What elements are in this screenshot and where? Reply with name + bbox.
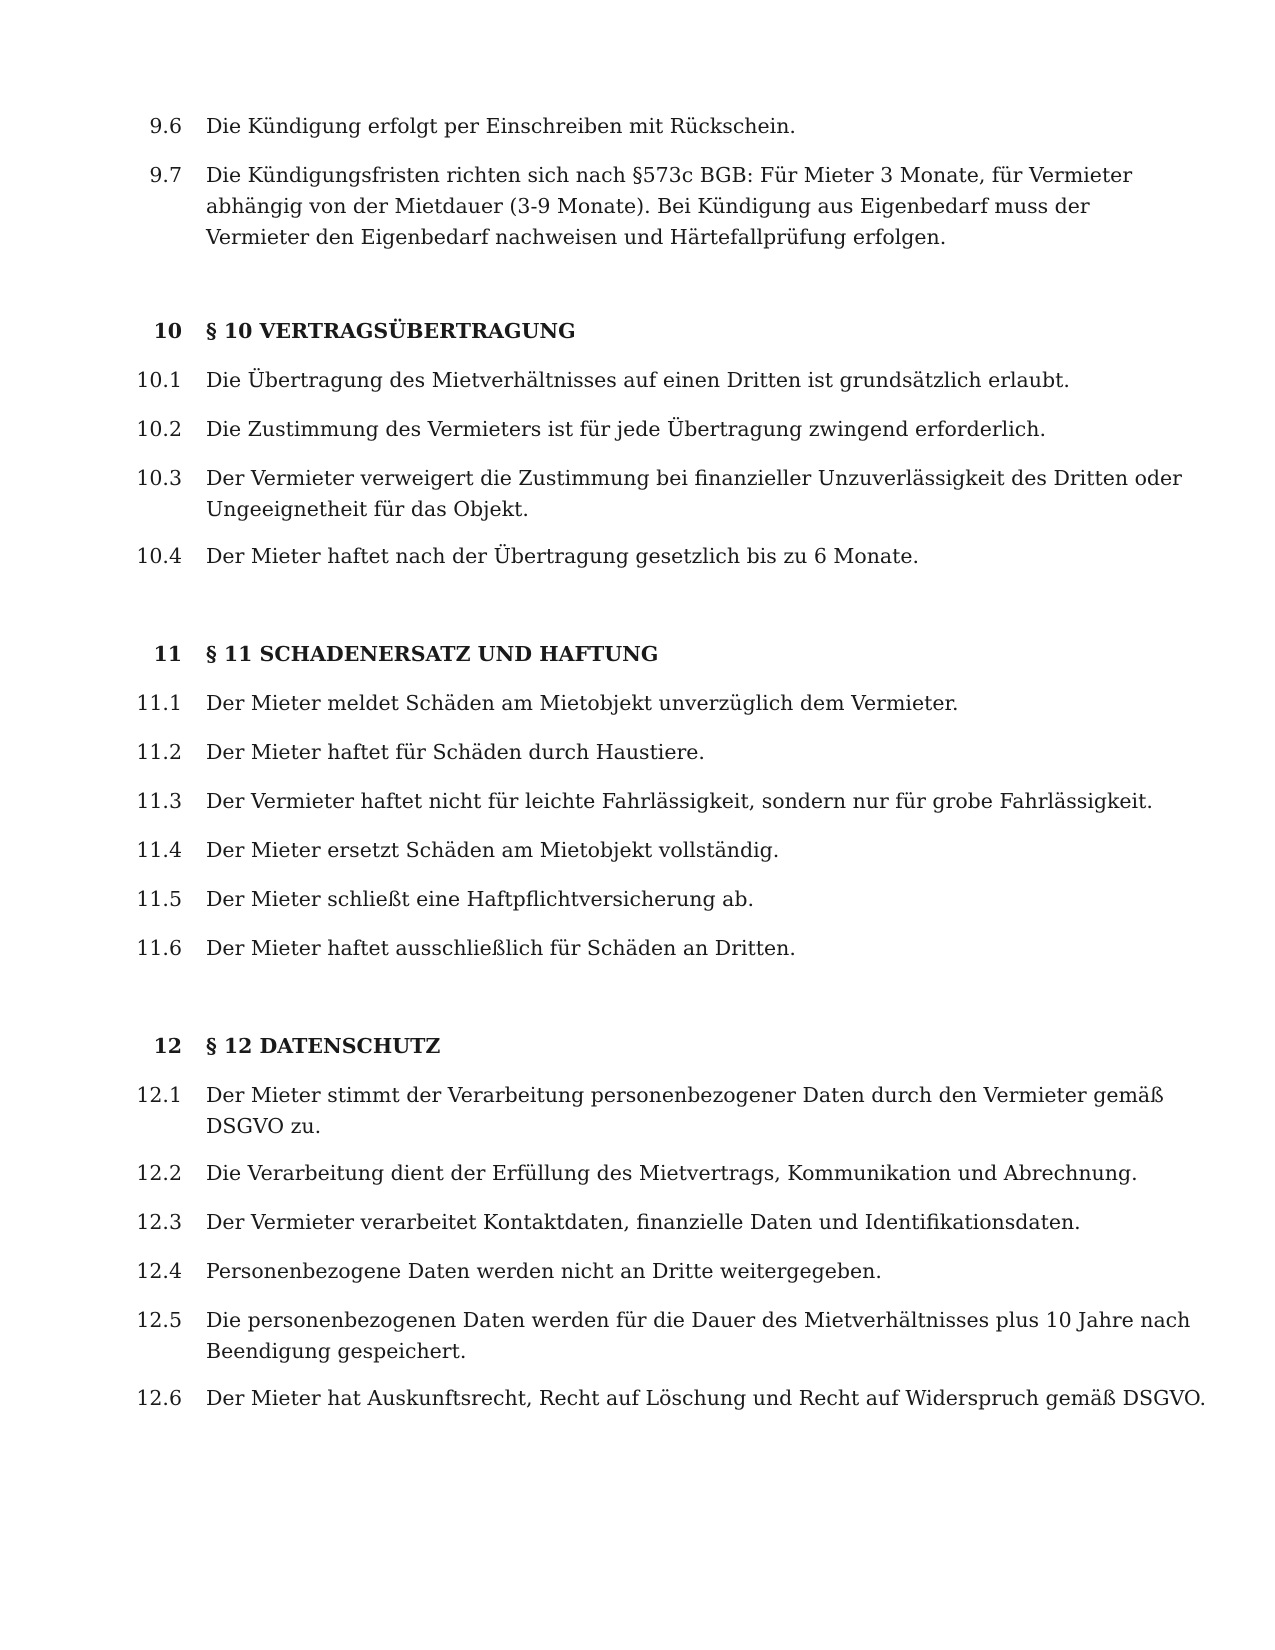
clause-number: 12.3	[136, 1210, 182, 1234]
text-line: Personenbezogene Daten werden nicht an Dritte weitergegeben.	[206, 1259, 882, 1283]
text-line: § 10 VERTRAGSÜBERTRAGUNG	[206, 319, 576, 343]
text-line: § 12 DATENSCHUTZ	[206, 1034, 441, 1058]
clause-text	[206, 786, 1153, 817]
clause-number: 10.4	[136, 544, 182, 568]
text-line: Der Mieter meldet Schäden am Mietobjekt unverzüglich dem Vermieter.	[206, 691, 959, 715]
clause-number: 11.4	[136, 838, 182, 862]
clause-text	[206, 1383, 1207, 1414]
text-line: Der Mieter schließt eine Haftpflichtversicherung ab.	[206, 887, 754, 911]
text-line: Vermieter den Eigenbedarf nachweisen und Härtefallprüfung erfolgen.	[206, 225, 947, 249]
text-line: abhängig von der Mietdauer (3-9 Monate). Bei Kündigung aus Eigenbedarf muss der	[206, 194, 1090, 218]
clause-text	[206, 1305, 1191, 1367]
clause-text	[206, 1207, 1136, 1238]
text-line: Die Kündigungsfristen richten sich nach §573c BGB: Für Mieter 3 Monate, für Vermieter	[206, 163, 1133, 187]
section-title	[206, 639, 1136, 670]
clause-number: 12.5	[136, 1308, 182, 1332]
clause-number: 10.1	[136, 368, 182, 392]
clause-number: 12.2	[136, 1161, 182, 1185]
clause-text	[206, 1158, 1136, 1189]
text-line: Der Mieter haftet für Schäden durch Haustiere.	[206, 740, 705, 764]
clause-number: 11.6	[136, 936, 182, 960]
clause-number: 9.6	[149, 114, 182, 138]
text-line: Der Mieter ersetzt Schäden am Mietobjekt vollständig.	[206, 838, 780, 862]
text-line: Der Vermieter verarbeitet Kontaktdaten, finanzielle Daten und Identifikationsdaten.	[206, 1210, 1081, 1234]
clause-text	[206, 111, 1136, 142]
clause-number: 10.2	[136, 417, 182, 441]
clause-text	[206, 160, 1136, 253]
clause-text	[206, 1256, 1136, 1287]
clause-text	[206, 463, 1182, 525]
clause-number: 10.3	[136, 466, 182, 490]
text-line: § 11 SCHADENERSATZ UND HAFTUNG	[206, 642, 659, 666]
clause-number: 11.5	[136, 887, 182, 911]
section-number: 10	[153, 319, 182, 343]
clause-text	[206, 541, 1136, 572]
clause-text	[206, 835, 1136, 866]
text-line: Der Mieter haftet ausschließlich für Schäden an Dritten.	[206, 936, 796, 960]
text-line: Beendigung gespeichert.	[206, 1339, 467, 1363]
clause-text	[206, 414, 1136, 445]
text-line: Die Übertragung des Mietverhältnisses auf einen Dritten ist grundsätzlich erlaubt.	[206, 368, 1070, 392]
text-line: Der Mieter stimmt der Verarbeitung personenbezogener Daten durch den Vermieter gemäß	[206, 1083, 1164, 1107]
text-line: Die Zustimmung des Vermieters ist für jede Übertragung zwingend erforderlich.	[206, 417, 1046, 441]
text-line: Der Mieter hat Auskunftsrecht, Recht auf Löschung und Recht auf Widerspruch gemäß DSGVO.	[206, 1386, 1207, 1410]
clause-text	[206, 1080, 1164, 1142]
section-number: 11	[153, 642, 182, 666]
clause-number: 12.6	[136, 1386, 182, 1410]
clause-number: 11.3	[136, 789, 182, 813]
clause-number: 9.7	[149, 163, 182, 187]
clause-number: 12.1	[136, 1083, 182, 1107]
text-line: Die Verarbeitung dient der Erfüllung des Mietvertrags, Kommunikation und Abrechnung.	[206, 1161, 1138, 1185]
text-line: Der Vermieter haftet nicht für leichte Fahrlässigkeit, sondern nur für grobe Fahrlässigkeit.	[206, 789, 1153, 813]
section-number: 12	[153, 1034, 182, 1058]
section-title	[206, 1031, 1136, 1062]
text-line: Der Mieter haftet nach der Übertragung gesetzlich bis zu 6 Monate.	[206, 544, 920, 568]
text-line: DSGVO zu.	[206, 1114, 322, 1138]
clause-number: 12.4	[136, 1259, 182, 1283]
text-line: Die Kündigung erfolgt per Einschreiben mit Rückschein.	[206, 114, 796, 138]
text-line: Der Vermieter verweigert die Zustimmung bei finanzieller Unzuverlässigkeit des Dritten oder	[206, 466, 1182, 490]
clause-number: 11.1	[136, 691, 182, 715]
text-line: Ungeeignetheit für das Objekt.	[206, 497, 529, 521]
section-title	[206, 316, 1136, 347]
clause-text	[206, 884, 1136, 915]
clause-number: 11.2	[136, 740, 182, 764]
clause-text	[206, 365, 1136, 396]
clause-text	[206, 933, 1136, 964]
clause-text	[206, 688, 1136, 719]
clause-text	[206, 737, 1136, 768]
text-line: Die personenbezogenen Daten werden für die Dauer des Mietverhältnisses plus 10 Jahre nach	[206, 1308, 1191, 1332]
